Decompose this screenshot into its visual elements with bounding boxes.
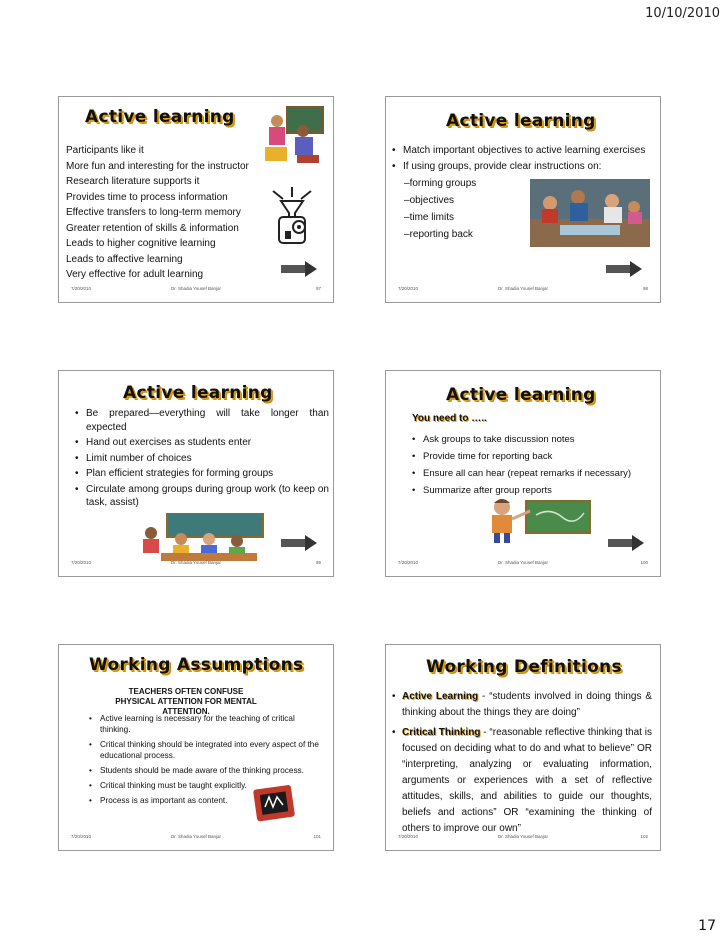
footer-date: 7/20/2010: [71, 560, 92, 565]
slide-100: [385, 370, 661, 577]
footer-number: 99: [315, 560, 321, 565]
slide-footer: [386, 834, 660, 844]
slide-footer: [59, 286, 333, 296]
slide-98: [385, 96, 661, 303]
footer-author: Dr. Shadia Yousef Banjar: [170, 834, 222, 839]
next-arrow-icon: [606, 261, 642, 277]
sub-item: – objectives: [404, 192, 476, 209]
footer-number: 97: [315, 286, 321, 291]
footer-number: 102: [640, 834, 648, 839]
bullet-list: [75, 407, 329, 510]
slide-102: [385, 644, 661, 851]
slide-caption: TEACHERS OFTEN CONFUSE PHYSICAL ATTENTION FOR MENTAL ATTENTION.: [115, 687, 257, 716]
bullet-item: • Effective transfers to long-term memory: [58, 205, 255, 221]
bullet-item: • Greater retention of skills & information: [58, 221, 255, 237]
footer-date: 7/20/2010: [398, 286, 419, 291]
sub-item: – time limits: [404, 209, 476, 226]
bullet-item: • More fun and interesting for the instructor: [58, 159, 255, 175]
bullet-item: • Plan efficient strategies for forming groups: [75, 467, 329, 481]
footer-author: Dr. Shadia Yousef Banjar: [497, 560, 549, 565]
chalkboard-icon: [253, 781, 297, 825]
bullet-list: [412, 431, 656, 499]
footer-number: 98: [642, 286, 648, 291]
footer-date: 7/20/2010: [71, 834, 92, 839]
teacher-board-clipart-icon: [480, 495, 594, 545]
next-arrow-icon: [281, 261, 317, 277]
footer-author: Dr. Shadia Yousef Banjar: [170, 286, 222, 291]
bullet-item: • Participants like it: [58, 143, 255, 159]
bullet-item: • Provide time for reporting back: [412, 448, 656, 465]
bullet-item: • Ensure all can hear (repeat remarks if necessary): [412, 465, 656, 482]
slide-title: Working Assumptions: [89, 655, 304, 675]
bullet-item: • Active learning is necessary for the teaching of critical thinking.: [89, 713, 327, 735]
slide-subheading: You need to …..: [412, 413, 487, 424]
classroom-clipart-icon: [257, 103, 329, 165]
bullet-item: • Leads to higher cognitive learning: [58, 236, 255, 252]
slide-title: Active learning: [446, 385, 596, 405]
bullet-item: • Critical thinking should be integrated into every aspect of the educational process.: [89, 739, 327, 761]
slide-101: [58, 644, 334, 851]
footer-date: 7/20/2010: [398, 834, 419, 839]
sub-item: – forming groups: [404, 175, 476, 192]
definition-critical-thinking: [392, 725, 652, 837]
slide-title: Active learning: [85, 107, 235, 127]
page-number: 17: [698, 918, 716, 934]
footer-number: 100: [640, 560, 648, 565]
bullet-item: • Students should be made aware of the thinking process.: [89, 765, 327, 776]
group-work-clipart-icon: [133, 513, 271, 561]
slide-footer: [59, 560, 333, 570]
slide-footer: [386, 286, 660, 296]
footer-date: 7/20/2010: [71, 286, 92, 291]
footer-author: Dr. Shadia Yousef Banjar: [497, 286, 549, 291]
bullet-item: • Process is as important as content.: [89, 795, 327, 806]
bullet-item: • Limit number of choices: [75, 452, 329, 466]
bullet-item: • Be prepared—everything will take longer than expected: [75, 407, 329, 434]
bullet-item: • Critical thinking must be taught explicitly.: [89, 780, 327, 791]
bullet-item: • Leads to affective learning: [58, 252, 255, 268]
bullet-item: • Research literature supports it: [58, 174, 255, 190]
next-arrow-icon: [608, 535, 644, 551]
bullet-item: • If using groups, provide clear instructions on:: [392, 159, 660, 175]
bullet-item: • Summarize after group reports: [412, 482, 656, 499]
sub-item: – reporting back: [404, 226, 476, 243]
bullet-item: • Hand out exercises as students enter: [75, 436, 329, 450]
thinking-head-icon: [269, 187, 315, 245]
bullet-list: [392, 143, 660, 174]
footer-author: Dr. Shadia Yousef Banjar: [170, 560, 222, 565]
definition-text: - “reasonable reflective thinking that is focused on deciding what to do and what to believe” OR “interpreting, analyzing or evaluating information, arguments or experiences with a set of reflective attitudes, skills, and abilities to guide our thoughts, beliefs and actions” OR “examining the thinking of others to improve our own”: [402, 727, 652, 834]
definition-active-learning: [392, 689, 652, 721]
footer-number: 101: [313, 834, 321, 839]
bullet-item: • Match important objectives to active learning exercises: [392, 143, 660, 159]
bullet-item: • Ask groups to take discussion notes: [412, 431, 656, 448]
footer-date: 7/20/2010: [398, 560, 419, 565]
slide-title: Active learning: [446, 111, 596, 131]
definition-term: Critical Thinking: [402, 727, 481, 738]
page-date: 10/10/2010: [645, 6, 720, 21]
definition-term: Active Learning: [402, 691, 479, 702]
bullet-item: • Circulate among groups during group work (to keep on task, assist): [75, 483, 329, 510]
bullet-item: • Provides time to process information: [58, 190, 255, 206]
sub-list: [404, 175, 476, 243]
bullet-item: • Very effective for adult learning: [58, 267, 255, 283]
slide-title: Working Definitions: [426, 657, 622, 677]
slide-footer: [59, 834, 333, 844]
slide-97: [58, 96, 334, 303]
bullet-mark: •: [392, 727, 396, 738]
footer-author: Dr. Shadia Yousef Banjar: [497, 834, 549, 839]
slide-title: Active learning: [123, 383, 273, 403]
bullet-list: [58, 143, 255, 283]
slide-footer: [386, 560, 660, 570]
slide-99: [58, 370, 334, 577]
bullet-mark: •: [392, 691, 396, 702]
next-arrow-icon: [281, 535, 317, 551]
definition-text: - “students involved in doing things & thinking about the things they are doing”: [402, 691, 652, 718]
students-photo-icon: [530, 179, 650, 247]
